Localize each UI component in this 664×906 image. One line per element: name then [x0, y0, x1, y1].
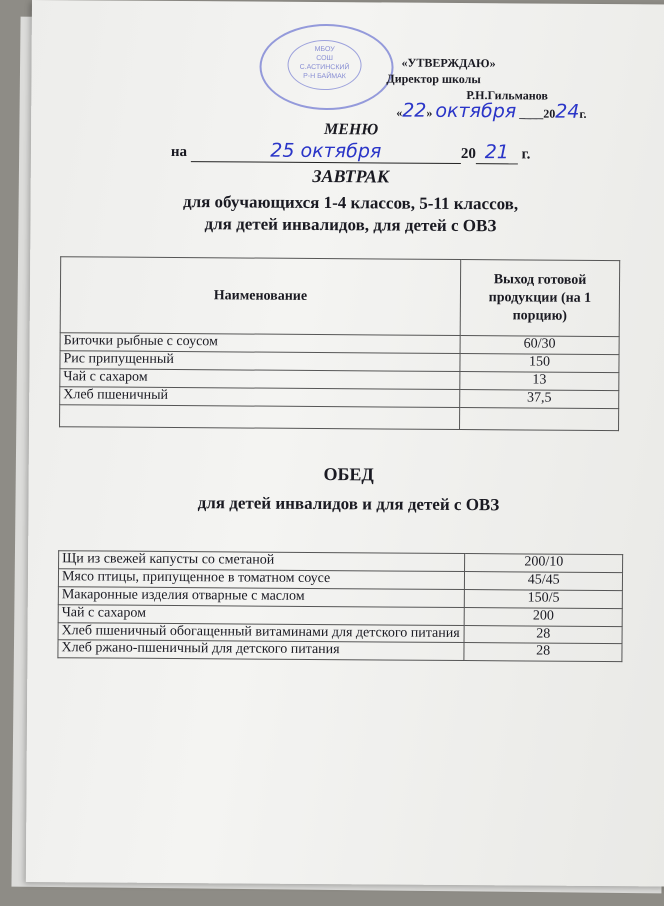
lunch-subtitle: для детей инвалидов и для детей с ОВЗ — [197, 493, 500, 515]
menu-date-line — [171, 139, 531, 165]
stamp-line-1: МБОУ — [314, 45, 335, 54]
dish-output: 37,5 — [460, 389, 619, 408]
dish-output: 150/5 — [465, 590, 623, 609]
dish-output: 150 — [460, 353, 619, 372]
stamp-line-2: СОШ — [316, 54, 333, 63]
menu-year-suffix: г. — [521, 146, 531, 163]
dish-name: Мясо птицы, припущенное в томатном соусе — [58, 569, 465, 590]
breakfast-subtitle-line-2: для детей инвалидов, для детей с ОВЗ — [204, 214, 497, 236]
lunch-title: ОБЕД — [323, 464, 374, 485]
dish-output: 28 — [464, 643, 622, 662]
approval-date-suffix: г. — [579, 106, 587, 121]
dish-name: Чай с сахаром — [60, 369, 460, 390]
dish-name: Хлеб ржано-пшеничный для детского питания — [58, 640, 465, 661]
dish-name: Хлеб пшеничный — [60, 387, 460, 408]
approval-title: «УТВЕРЖДАЮ» — [401, 55, 496, 71]
header-name: Наименование — [60, 257, 461, 336]
approval-block — [386, 54, 587, 121]
menu-title: МЕНЮ — [323, 121, 379, 139]
dish-output: 200/10 — [465, 554, 623, 573]
breakfast-table-header — [60, 257, 620, 337]
dish-name: Макаронные изделия отварные с маслом — [58, 587, 465, 608]
lunch-table — [57, 550, 623, 662]
menu-year-handwritten: 21 — [484, 141, 510, 164]
dish-output: 200 — [465, 608, 623, 627]
dish-output — [460, 407, 619, 430]
approval-date: «22» октября ____2024г. — [396, 99, 587, 123]
school-stamp — [259, 24, 394, 111]
dish-name: Хлеб пшеничный обогащенный витаминами для детского питания — [58, 623, 465, 643]
dish-name: Чай с сахаром — [58, 605, 465, 626]
breakfast-subtitle — [30, 190, 664, 238]
breakfast-table — [59, 256, 620, 431]
dish-output: 28 — [464, 626, 622, 644]
approval-month: октября — [435, 99, 517, 123]
approval-name: Р.Н.Гильманов — [466, 88, 548, 103]
menu-date-field — [191, 139, 461, 164]
table-row-empty — [60, 405, 619, 431]
table-row — [58, 640, 622, 662]
dish-name: Рис припущенный — [60, 351, 460, 372]
breakfast-title: ЗАВТРАК — [312, 165, 390, 187]
dish-output: 45/45 — [465, 572, 623, 591]
menu-on-label: на — [170, 143, 188, 161]
menu-year-field — [476, 141, 518, 164]
approval-year-prefix: 20 — [543, 106, 556, 121]
dish-output: 60/30 — [460, 335, 619, 354]
dish-name: Биточки рыбные с соусом — [60, 333, 460, 354]
approval-role: Директор школы — [386, 71, 481, 87]
header-output: Выход готовой продукции (на 1 порцию) — [460, 259, 620, 336]
approval-year: 24 — [555, 100, 580, 123]
approval-day: 22 — [402, 99, 427, 122]
dish-output: 13 — [460, 371, 619, 390]
breakfast-subtitle-line-1: для обучающихся 1-4 классов, 5-11 классов, — [182, 192, 519, 214]
menu-date-handwritten: 25 октября — [270, 139, 382, 163]
dish-name: Щи из свежей капусты со сметаной — [59, 551, 466, 572]
menu-year-prefix: 20 — [460, 145, 476, 163]
menu-document — [26, 0, 664, 886]
stamp-line-3: С.АСТИНСКИЙ — [299, 63, 350, 72]
stamp-line-4: Р-Н БАЙМАК — [303, 72, 346, 81]
stamp-center — [287, 40, 361, 91]
dish-name — [60, 405, 460, 430]
